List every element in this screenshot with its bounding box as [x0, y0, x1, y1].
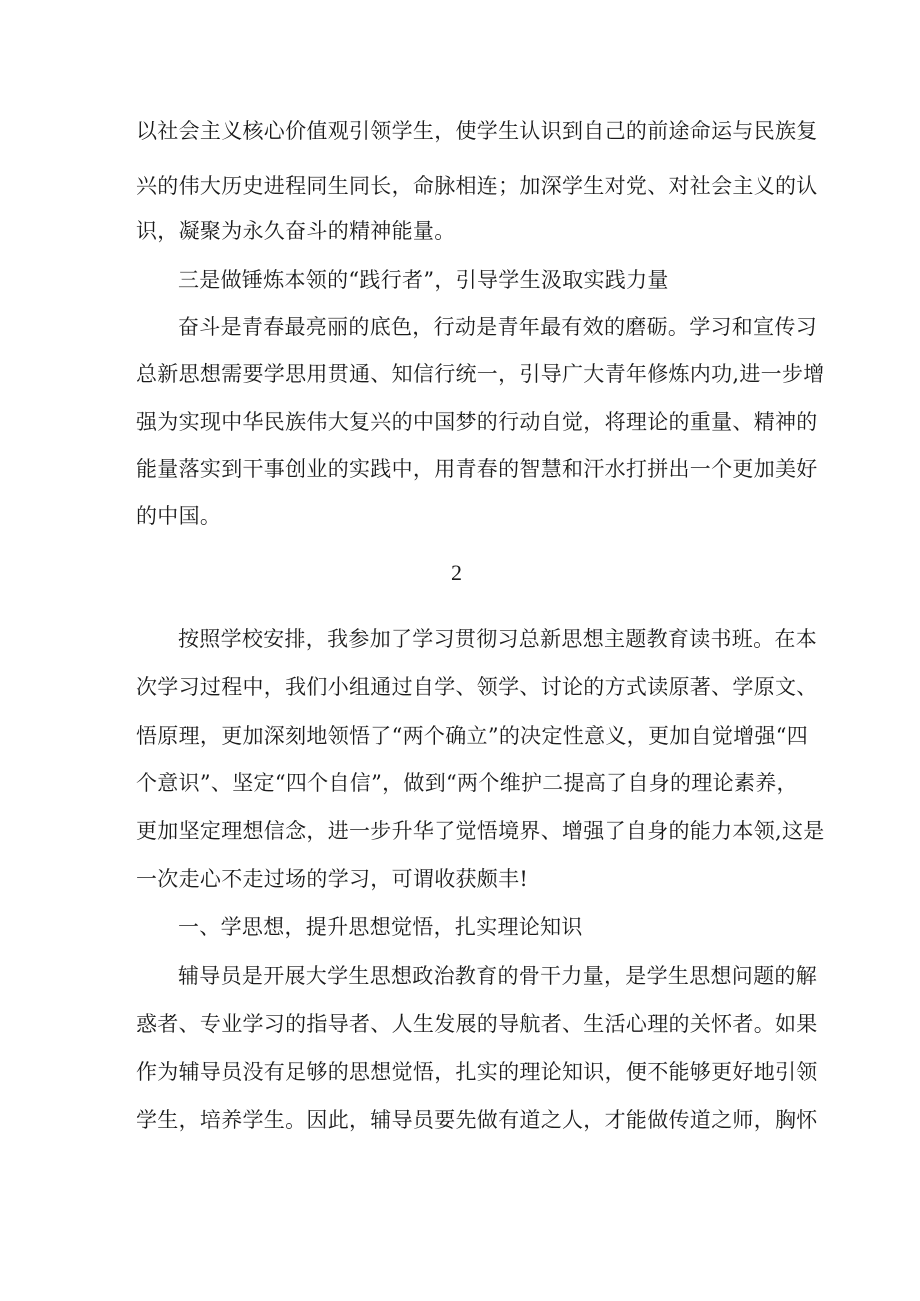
body-text-line: 一次走心不走过场的学习，可谓收获颇丰!	[136, 867, 529, 891]
section-number: 2	[451, 560, 463, 585]
body-text-line: 以社会主义核心价值观引领学生，使学生认识到自己的前途命运与民族复	[136, 119, 818, 143]
section-heading-one: 一、学思想，提升思想觉悟，扎实理论知识	[178, 915, 583, 939]
body-text-line: 奋斗是青春最亮丽的底色，行动是青年最有效的磨砺。学习和宣传习	[178, 315, 817, 339]
body-text-line: 辅导员是开展大学生思想政治教育的骨干力量，是学生思想问题的解	[178, 964, 817, 988]
body-text-line: 识，凝聚为永久奋斗的精神能量。	[136, 219, 456, 243]
body-text-line: 总新思想需要学思用贯通、知信行统一，引导广大青年修炼内功,进一步增	[136, 362, 825, 386]
body-text-line: 学生，培养学生。因此，辅导员要先做有道之人，才能做传道之师，胸怀	[136, 1108, 818, 1132]
body-text-line: 悟原理，更加深刻地领悟了“两个确立”的决定性意义，更加自觉增强“四	[136, 724, 809, 748]
body-text-line: 能量落实到干事创业的实践中，用青春的智慧和汗水打拼出一个更加美好	[136, 457, 818, 481]
body-text-line: 强为实现中华民族伟大复兴的中国梦的行动自觉，将理论的重量、精神的	[136, 410, 818, 434]
body-text-line: 更加坚定理想信念，进一步升华了觉悟境界、增强了自身的能力本领,这是	[136, 819, 825, 843]
body-text-line: 惑者、专业学习的指导者、人生发展的导航者、生活心理的关怀者。如果	[136, 1012, 818, 1036]
body-text-line: 个意识”、坚定“四个自信”，做到“两个维护二提高了自身的理论素养，	[136, 771, 798, 795]
body-text-line: 次学习过程中，我们小组通过自学、领学、讨论的方式读原著、学原文、	[136, 675, 818, 699]
body-text-line: 按照学校安排，我参加了学习贯彻习总新思想主题教育读书班。在本	[178, 627, 817, 651]
body-text-line: 作为辅导员没有足够的思想觉悟，扎实的理论知识，便不能够更好地引领	[136, 1060, 818, 1084]
section-heading-three: 三是做锤炼本领的“践行者”，引导学生汲取实践力量	[178, 268, 669, 292]
body-text-line: 兴的伟大历史进程同生同长，命脉相连；加深学生对党、对社会主义的认	[136, 174, 818, 198]
body-text-line: 的中国。	[136, 504, 222, 528]
